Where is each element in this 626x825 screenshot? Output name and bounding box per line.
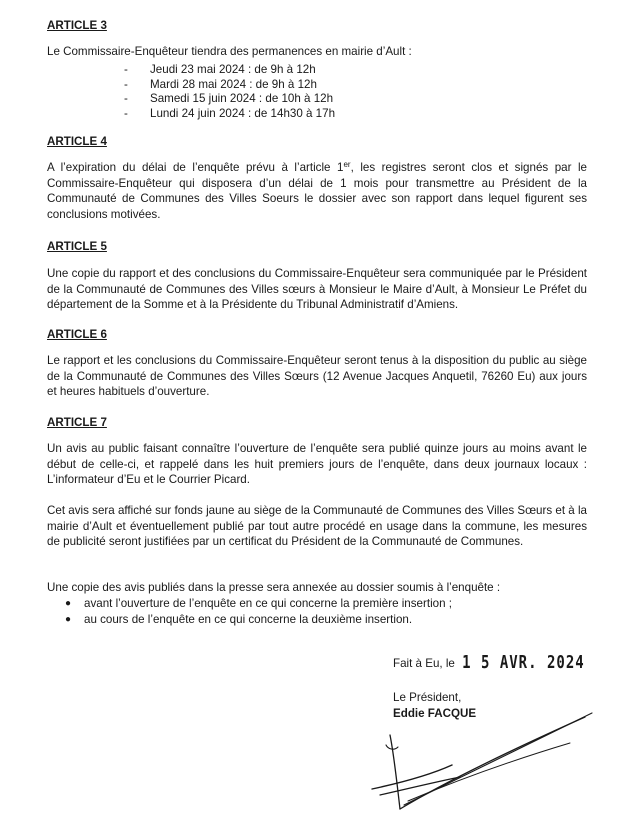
dash-marker: - [124,92,128,105]
article-4-heading: ARTICLE 4 [47,135,107,148]
article-6-heading: ARTICLE 6 [47,328,107,341]
permanence-item: - Jeudi 23 mai 2024 : de 9h à 12h [124,63,316,76]
article-7-paragraph-3: Une copie des avis publiés dans la presse sera annexée au dossier soumis à l’enquête : [47,581,501,594]
article-3-heading: ARTICLE 3 [47,19,107,32]
dash-marker: - [124,77,128,91]
permanence-item: - Lundi 24 juin 2024 : de 14h30 à 17h [124,106,336,120]
signatory-name: Eddie FACQUE [393,707,477,720]
article-3-intro: Le Commissaire-Enquêteur tiendra des permanences en mairie d’Ault : [47,45,412,58]
article-7-paragraph-1: Un avis au public faisant connaître l’ouverture de l’enquête sera publié quinze jours au moins avant le début de celle-ci, et rappelé dans les huit premiers jours de l’enquête, dans deux journaux locaux : L’informateur d’Eu et le Courrier Picard. [47,442,587,487]
article-4-text: A l’expiration du délai de l’enquête prévu à l’article 1er, les registres seront clos et signés par le Commissaire-Enquêteur qui disposera d’un délai de 1 mois pour transmettre au Président de la Communauté de Communes des Villes Soeurs le dossier avec son rapport dans lequel figurent ses conclusions motivées. [47,160,588,221]
dash-marker: - [124,106,128,120]
article-5-text: Une copie du rapport et des conclusions du Commissaire-Enquêteur sera communiquée par le Président de la Communauté de Communes des Villes sœurs à Monsieur le Maire d’Ault, à Monsieur Le Préfet du département de la Somme et à la Présidente du Tribunal Administratif d’Amiens. [47,267,587,312]
article-6-text: Le rapport et les conclusions du Commissaire-Enquêteur seront tenus à la disposition du public au siège de la Communauté de Communes des Villes Sœurs (12 Avenue Jacques Anquetil, 76260 Eu) aux jours et heures habituels d’ouverture. [47,354,587,399]
permanence-list [124,63,335,121]
article-7-heading: ARTICLE 7 [47,416,107,429]
date-line [393,652,585,673]
signatory-role: Le Président, [393,691,462,704]
permanence-item: - Mardi 28 mai 2024 : de 9h à 12h [124,77,317,91]
article-5-heading: ARTICLE 5 [47,240,107,253]
handwritten-signature [360,705,600,815]
permanence-item: - Samedi 15 juin 2024 : de 10h à 12h [124,92,334,105]
place-text: Fait à Eu, le [393,657,455,670]
date-stamp: 1 5 AVR. 2024 [462,652,585,673]
dash-marker: - [124,63,128,76]
insertion-item: ● avant l’ouverture de l’enquête en ce qui concerne la première insertion ; [65,597,452,610]
insertion-list [62,596,452,627]
bullet-icon: ● [65,613,72,625]
bullet-icon: ● [65,598,72,609]
insertion-item: ● au cours de l’enquête en ce qui concerne la deuxième insertion. [65,612,413,626]
article-7-paragraph-2: Cet avis sera affiché sur fonds jaune au siège de la Communauté de Communes des Villes Sœurs et à la mairie d’Ault et éventuellement publié par tout autre procédé en usage dans la commune, les mesures de publicité seront justifiées par un certificat du Président de la Communauté de Communes. [47,504,587,549]
